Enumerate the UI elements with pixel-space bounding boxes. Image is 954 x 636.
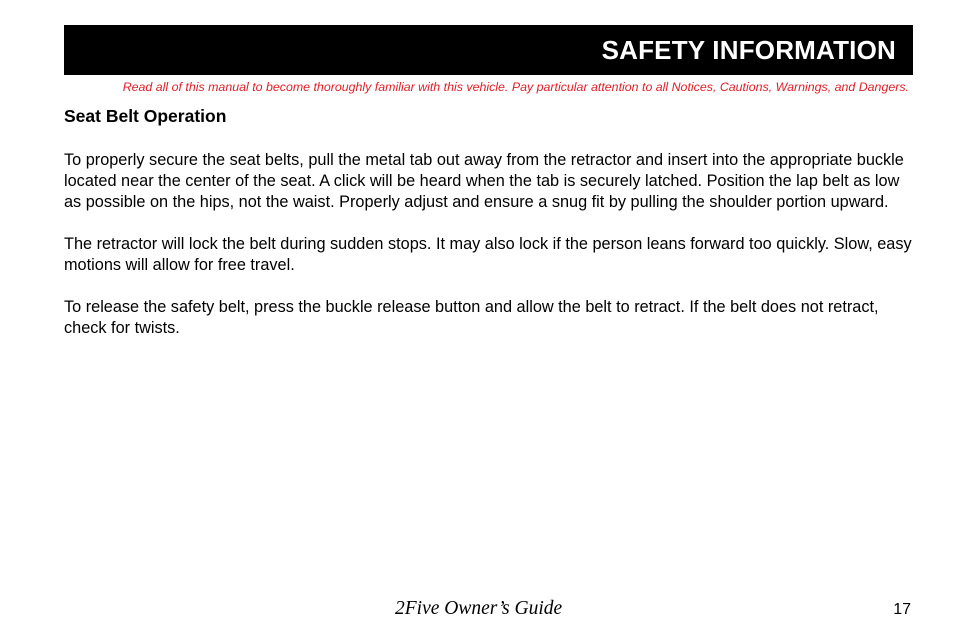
- section-body: [64, 150, 914, 360]
- safety-notice: Read all of this manual to become thoroughly familiar with this vehicle. Pay particular attention to all Notices, Cautions, Warnings, and Dangers.: [122, 80, 909, 94]
- footer-guide-title: 2Five Owner’s Guide: [395, 598, 563, 619]
- section-heading: Seat Belt Operation: [64, 106, 227, 126]
- paragraph-release-belt: To release the safety belt, press the buckle release button and allow the belt to retract. If the belt does not retract, check for twists.: [64, 298, 879, 337]
- page-number: 17: [893, 601, 911, 618]
- paragraph-secure-belt: To properly secure the seat belts, pull the metal tab out away from the retractor and insert into the appropriate buckle located near the center of the seat. A click will be heard when the tab is securely latched. Position the lap belt as low as possible on the hips, not the waist. Properly adjust and ensure a snug fit by pulling the shoulder portion upward.: [64, 151, 904, 211]
- header-bar: [64, 25, 913, 75]
- page-title: SAFETY INFORMATION: [601, 35, 896, 65]
- paragraph-retractor: The retractor will lock the belt during sudden stops. It may also lock if the person leans forward too quickly. Slow, easy motions will allow for free travel.: [64, 235, 912, 274]
